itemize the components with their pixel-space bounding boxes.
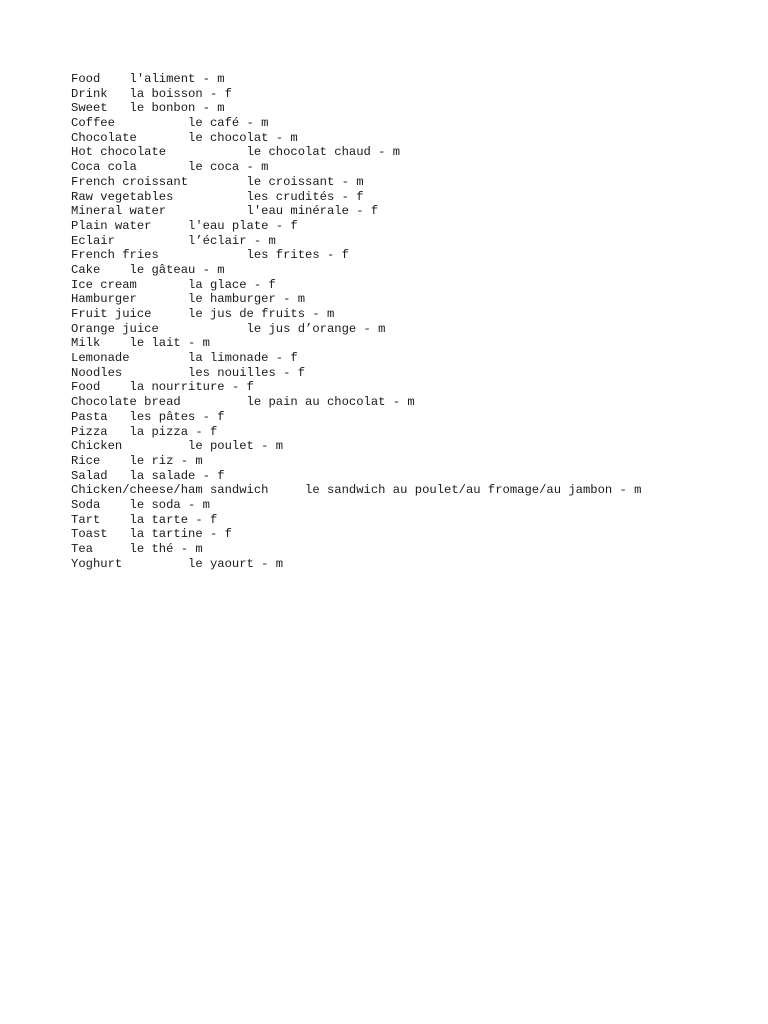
vocab-line: Raw vegetables les crudités - f [71, 189, 364, 204]
vocab-line: Fruit juice le jus de fruits - m [71, 307, 335, 321]
vocab-line: Coffee le café - m [71, 116, 269, 131]
vocab-line: Pasta les pâtes - f [71, 409, 225, 424]
vocab-line: Pizza la pizza - f [71, 424, 218, 439]
vocab-line: French fries les frites - f [71, 248, 349, 263]
vocab-line: Orange juice le jus d’orange - m [71, 321, 386, 336]
vocab-line: Chicken le poulet - m [71, 439, 284, 454]
vocab-line: Yoghurt le yaourt - m [71, 556, 284, 571]
vocab-line: Ice cream la glace - f [71, 277, 276, 292]
vocab-line: Salad la salade - f [71, 468, 225, 483]
vocab-line: Tart la tarte - f [71, 512, 218, 527]
vocab-line: Milk le lait - m [71, 336, 210, 351]
vocab-line: Mineral water l'eau minérale - f [71, 204, 379, 219]
vocab-line: Chocolate le chocolat - m [71, 130, 298, 145]
vocab-line: Chicken/cheese/ham sandwich le sandwich au poulet/au fromage/au jambon - m [71, 483, 642, 498]
vocab-line: Toast la tartine - f [71, 527, 232, 542]
vocab-line: Food l'aliment - m [71, 72, 225, 86]
vocab-line: Noodles les nouilles - f [71, 365, 306, 380]
vocab-line: Coca cola le coca - m [71, 160, 269, 175]
vocab-line: Drink la boisson - f [71, 86, 232, 101]
vocab-line: Tea le thé - m [71, 542, 203, 556]
vocab-line: Cake le gâteau - m [71, 262, 225, 277]
vocab-line: Chocolate bread le pain au chocolat - m [71, 395, 415, 410]
vocab-line: French croissant le croissant - m [71, 174, 364, 189]
vocabulary-list [71, 72, 641, 571]
vocab-line: Rice le riz - m [71, 453, 203, 468]
vocab-line: Sweet le bonbon - m [71, 101, 225, 116]
vocab-line: Plain water l'eau plate - f [71, 218, 298, 233]
vocab-line: Hamburger le hamburger - m [71, 292, 306, 307]
vocab-line: Food la nourriture - f [71, 380, 254, 395]
vocab-line: Hot chocolate le chocolat chaud - m [71, 145, 401, 160]
vocab-line: Eclair l’éclair - m [71, 233, 276, 248]
vocab-line: Soda le soda - m [71, 497, 210, 512]
vocab-line: Lemonade la limonade - f [71, 351, 298, 366]
